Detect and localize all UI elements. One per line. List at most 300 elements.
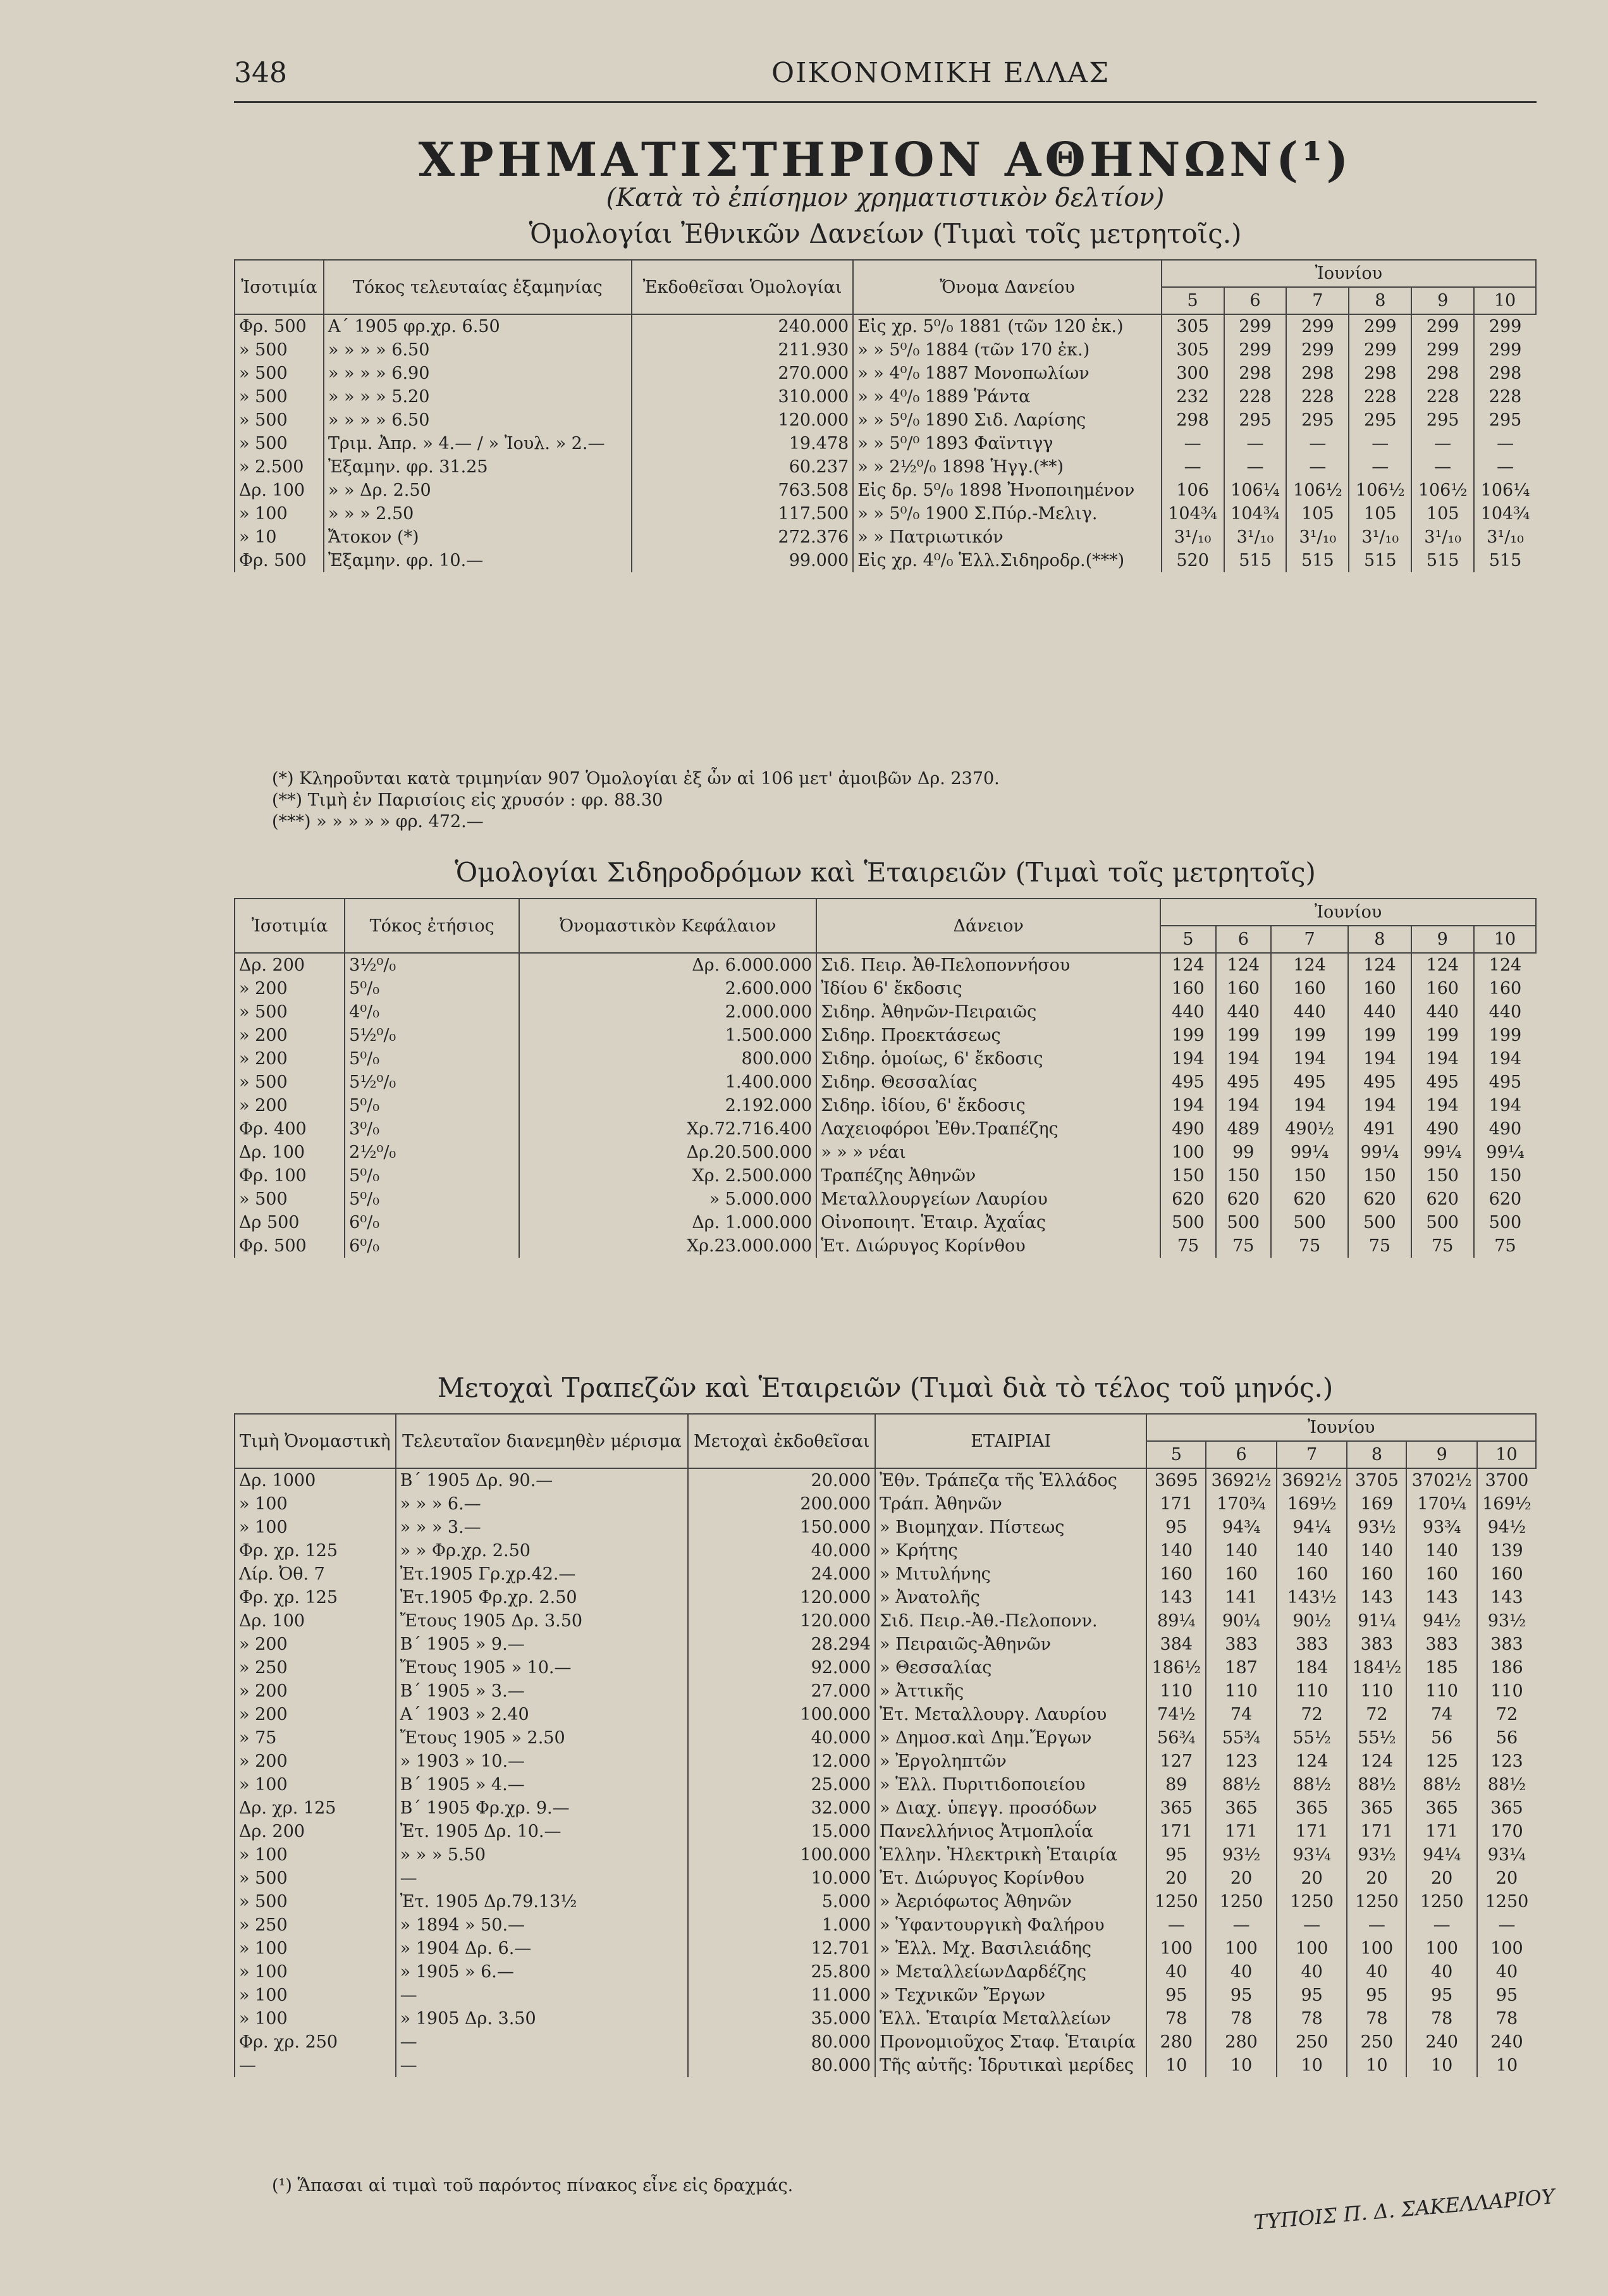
s3-cell: 56 [1477,1726,1536,1750]
s3-cell: » 100 [235,2007,396,2030]
s2-cell: Σιδηρ. ὁμοίως, 6' ἔκδοσις [816,1047,1160,1071]
s2-cell: 495 [1160,1071,1215,1094]
s3-cell: 95 [1146,1843,1206,1867]
s2-cell: 500 [1160,1211,1215,1234]
s3-cell: » 1903 » 10.— [396,1750,689,1773]
s3-cell: » Βιομηχαν. Πίστεως [875,1516,1146,1539]
s3-cell: Δρ. 1000 [235,1468,396,1492]
s2-cell: 75 [1411,1234,1474,1258]
s1-notes [272,768,1000,833]
s3-cell: Α΄ 1903 » 2.40 [396,1703,689,1726]
s3-cell: » 100 [235,1984,396,2007]
s2-cell: 150 [1411,1164,1474,1188]
s2-cell: 194 [1271,1094,1348,1117]
s3-cell: 95 [1347,1984,1406,2007]
s3-cell: » 100 [235,1492,396,1516]
s2-row [235,1234,1536,1258]
s2-cell: 194 [1474,1094,1536,1117]
s2-cell: 495 [1271,1071,1348,1094]
s2-cell: 99¼ [1348,1141,1411,1164]
s3-cell: » 100 [235,1960,396,1984]
s1-cell: 299 [1474,338,1536,362]
s3-cell: 25.800 [688,1960,875,1984]
s1-cell: Τριμ. Ἀπρ. » 4.— / » Ἰουλ. » 2.— [324,432,632,455]
s1-cell: 299 [1224,314,1287,338]
s1-cell: 515 [1224,549,1287,572]
s3-row [235,1562,1536,1586]
s1-cell: » 500 [235,362,324,385]
s3-cell: 40 [1146,1960,1206,1984]
s3-cell: 94¼ [1406,1843,1477,1867]
s1-cell: 3¹/₁₀ [1411,525,1474,549]
s3-cell: — [396,2030,689,2054]
s3-row [235,1750,1536,1773]
s1-cell: 228 [1474,385,1536,408]
s3-cell: 5.000 [688,1890,875,1913]
s2-cell: 440 [1216,1000,1271,1024]
s2-cell: Σιδ. Πειρ. Ἀθ-Πελοποννήσου [816,953,1160,977]
s3-cell: — [396,1867,689,1890]
s2-cell: » 200 [235,1024,345,1047]
s1-cell: — [1411,455,1474,479]
s2-cell: 99¼ [1271,1141,1348,1164]
s1-cell: » » Πατριωτικόν [853,525,1161,549]
s3-cell: — [1477,1913,1536,1937]
s3-cell: 383 [1477,1633,1536,1656]
s1-cell: » » 5⁰/₀ 1900 Σ.Πύρ.-Μελιγ. [853,502,1161,525]
s3-row [235,1633,1536,1656]
s1-month-header: Ἰουνίου [1162,260,1536,287]
s3-cell: » 500 [235,1867,396,1890]
s1-cell: 60.237 [632,455,853,479]
s2-cell: 2.192.000 [519,1094,816,1117]
s3-cell: » Ἀεριόφωτος Ἀθηνῶν [875,1890,1146,1913]
s2-cell: Σιδηρ. Θεσσαλίας [816,1071,1160,1094]
s3-cell: » 250 [235,1656,396,1679]
s3-cell: 280 [1206,2030,1277,2054]
s2-row [235,1094,1536,1117]
s3-cell: 27.000 [688,1679,875,1703]
s3-cell: Δρ. χρ. 125 [235,1796,396,1820]
s3-cell: 28.294 [688,1633,875,1656]
s1-cell: 270.000 [632,362,853,385]
s3-row [235,1516,1536,1539]
s1-cell: 120.000 [632,408,853,432]
s3-row [235,1867,1536,1890]
s3-cell: 365 [1206,1796,1277,1820]
s1-col-day-8: 8 [1349,287,1411,314]
s3-cell: Φρ. χρ. 250 [235,2030,396,2054]
s2-cell: 490 [1474,1117,1536,1141]
s1-cell: 310.000 [632,385,853,408]
s3-cell: » Ὑφαντουργικὴ Φαλήρου [875,1913,1146,1937]
s1-cell: — [1162,455,1224,479]
s3-cell: Ἐτ. 1905 Δρ.79.13½ [396,1890,689,1913]
s3-cell: 383 [1206,1633,1277,1656]
s2-cell: 5⁰/₀ [345,1047,519,1071]
s1-col-parity: Ἰσοτιμία [235,260,324,314]
s3-cell: 169½ [1277,1492,1347,1516]
s2-row [235,1188,1536,1211]
s2-cell: Σιδηρ. Προεκτάσεως [816,1024,1160,1047]
s3-cell: » ΜεταλλείωνΔαρδέζης [875,1960,1146,1984]
s3-row [235,1609,1536,1633]
s1-cell: 299 [1286,338,1349,362]
s2-cell: Φρ. 500 [235,1234,345,1258]
s3-cell: 88½ [1477,1773,1536,1796]
s3-cell: » 200 [235,1750,396,1773]
s3-cell: » » Φρ.χρ. 2.50 [396,1539,689,1562]
s1-table [234,259,1537,572]
s3-cell: » » » 3.— [396,1516,689,1539]
s3-cell: 280 [1146,2030,1206,2054]
s1-cell: 299 [1224,338,1287,362]
s1-cell: » 2.500 [235,455,324,479]
s3-row [235,1539,1536,1562]
s1-cell: » » 5⁰/₀ 1884 (τῶν 170 ἐκ.) [853,338,1161,362]
s3-cell: 95 [1146,1516,1206,1539]
s3-cell: 92.000 [688,1656,875,1679]
s3-cell: 95 [1146,1984,1206,2007]
s3-cell: Β΄ 1905 » 4.— [396,1773,689,1796]
s3-cell: 365 [1347,1796,1406,1820]
s3-cell: 20 [1347,1867,1406,1890]
s3-cell: 93½ [1347,1843,1406,1867]
s3-cell: 100 [1146,1937,1206,1960]
s2-cell: 124 [1216,953,1271,977]
s2-cell: 199 [1474,1024,1536,1047]
s1-cell: 232 [1162,385,1224,408]
s3-cell: 10 [1146,2054,1206,2077]
s3-cell: » 500 [235,1890,396,1913]
s3-cell: » » » 6.— [396,1492,689,1516]
s1-col-issued: Ἐκδοθεῖσαι Ὁμολογίαι [632,260,853,314]
s3-cell: » 200 [235,1679,396,1703]
s3-cell: 140 [1347,1539,1406,1562]
s3-cell: Λίρ. Ὀθ. 7 [235,1562,396,1586]
s3-col-day-8: 8 [1347,1441,1406,1468]
s3-cell: » Ἐργοληπτῶν [875,1750,1146,1773]
s2-cell: 75 [1271,1234,1348,1258]
s2-cell: 3½⁰/₀ [345,953,519,977]
s1-cell: Φρ. 500 [235,549,324,572]
s1-cell: 763.508 [632,479,853,502]
s2-cell: 495 [1474,1071,1536,1094]
s2-cell: 194 [1160,1047,1215,1071]
s2-cell: 495 [1216,1071,1271,1094]
s3-row [235,2030,1536,2054]
s2-cell: 199 [1348,1024,1411,1047]
s2-cell: Δρ 500 [235,1211,345,1234]
s1-cell: — [1474,432,1536,455]
s1-cell: 299 [1349,338,1411,362]
s3-cell: 35.000 [688,2007,875,2030]
s2-cell: 440 [1271,1000,1348,1024]
page-number: 348 [234,57,287,89]
s3-cell: 170¼ [1406,1492,1477,1516]
s3-col-day-6: 6 [1206,1441,1277,1468]
s3-cell: 78 [1477,2007,1536,2030]
s1-cell: 299 [1411,338,1474,362]
s2-cell: 6⁰/₀ [345,1234,519,1258]
s2-cell: 160 [1474,977,1536,1000]
s3-cell: 88½ [1347,1773,1406,1796]
s2-cell: 500 [1216,1211,1271,1234]
s3-cell: 100.000 [688,1843,875,1867]
s2-cell: » 500 [235,1188,345,1211]
s1-cell: Εἰς χρ. 4⁰/₀ Ἑλλ.Σιδηροδρ.(***) [853,549,1161,572]
s3-cell: 10 [1206,2054,1277,2077]
s1-cell: » 500 [235,338,324,362]
s3-cell: 365 [1146,1796,1206,1820]
s2-cell: 194 [1411,1094,1474,1117]
s1-cell: 298 [1349,362,1411,385]
s1-col-interest: Τόκος τελευταίας ἑξαμηνίας [324,260,632,314]
s3-cell: 365 [1477,1796,1536,1820]
s2-cell: 194 [1216,1047,1271,1071]
s2-cell: 150 [1271,1164,1348,1188]
s3-cell: 90½ [1277,1609,1347,1633]
s2-cell: 150 [1160,1164,1215,1188]
s2-cell: 160 [1271,977,1348,1000]
s3-cell: 110 [1206,1679,1277,1703]
s1-row [235,385,1536,408]
s1-cell: 300 [1162,362,1224,385]
s1-cell: 295 [1286,408,1349,432]
s3-col-companies: ΕΤΑΙΡΙΑΙ [875,1414,1146,1468]
s1-cell: — [1411,432,1474,455]
s1-cell: 228 [1286,385,1349,408]
s3-cell: 160 [1347,1562,1406,1586]
s2-row [235,977,1536,1000]
s3-row [235,1890,1536,1913]
s1-row [235,432,1536,455]
s2-cell: 6⁰/₀ [345,1211,519,1234]
s2-cell: 5½⁰/₀ [345,1024,519,1047]
s2-cell: 5⁰/₀ [345,977,519,1000]
s1-col-day-6: 6 [1224,287,1287,314]
s2-cell: 150 [1216,1164,1271,1188]
s2-cell: » 5.000.000 [519,1188,816,1211]
s3-cell: 89 [1146,1773,1206,1796]
s3-cell: — [396,2054,689,2077]
s3-cell: 110 [1477,1679,1536,1703]
s3-cell: 89¼ [1146,1609,1206,1633]
s3-cell: 110 [1146,1679,1206,1703]
s1-cell: » » 4⁰/₀ 1889 Ῥάντα [853,385,1161,408]
s3-cell: 170¾ [1206,1492,1277,1516]
s2-cell: 620 [1348,1188,1411,1211]
s3-cell: 56¾ [1146,1726,1206,1750]
s3-cell: » 1905 Δρ. 3.50 [396,2007,689,2030]
s1-row [235,479,1536,502]
s3-cell: 78 [1406,2007,1477,2030]
s1-cell: — [1349,455,1411,479]
s2-row [235,1000,1536,1024]
s1-cell: — [1224,432,1287,455]
s1-cell: 106¼ [1224,479,1287,502]
s1-cell: 305 [1162,338,1224,362]
s3-row [235,1820,1536,1843]
s3-table [234,1413,1537,2077]
s3-cell: » 250 [235,1913,396,1937]
s3-cell: 90¼ [1206,1609,1277,1633]
s3-cell: 72 [1277,1703,1347,1726]
s3-cell: 171 [1146,1820,1206,1843]
s1-col-day-10: 10 [1474,287,1536,314]
s3-row [235,1960,1536,1984]
s3-cell: 3700 [1477,1468,1536,1492]
s2-cell: Σιδηρ. ἰδίου, 6' ἔκδοσις [816,1094,1160,1117]
s3-row [235,1913,1536,1937]
s2-row [235,953,1536,977]
s3-cell: 10 [1347,2054,1406,2077]
s3-cell: — [1206,1913,1277,1937]
s3-cell: 383 [1406,1633,1477,1656]
s3-cell: 10 [1277,2054,1347,2077]
s3-cell: 72 [1347,1703,1406,1726]
s3-cell: 20 [1277,1867,1347,1890]
s3-cell: Πανελλήνιος Ἀτμοπλοΐα [875,1820,1146,1843]
s2-cell: 194 [1348,1094,1411,1117]
s1-note-3: (***) » » » » » φρ. 472.— [272,812,484,832]
s3-cell: 240 [1406,2030,1477,2054]
s1-cell: Εἰς χρ. 5⁰/₀ 1881 (τῶν 120 ἐκ.) [853,314,1161,338]
s3-cell: 160 [1406,1562,1477,1586]
s3-cell: Φρ. χρ. 125 [235,1539,396,1562]
s3-cell: 100 [1206,1937,1277,1960]
s3-cell: 187 [1206,1656,1277,1679]
s2-cell: 194 [1160,1094,1215,1117]
s3-cell: Ἑλλ. Ἑταιρία Μεταλλείων [875,2007,1146,2030]
s2-col-day-7: 7 [1271,926,1348,953]
s2-cell: 194 [1216,1094,1271,1117]
s2-cell: 194 [1271,1047,1348,1071]
running-head: ΟΙΚΟΝΟΜΙΚΗ ΕΛΛΑΣ [771,57,1110,89]
s1-cell: » » 4⁰/₀ 1887 Μονοπωλίων [853,362,1161,385]
s3-cell: Προνομιοῦχος Σταφ. Ἑταιρία [875,2030,1146,2054]
s3-cell: 10 [1477,2054,1536,2077]
s2-cell: 2½⁰/₀ [345,1141,519,1164]
s3-cell: 20.000 [688,1468,875,1492]
s2-cell: 150 [1474,1164,1536,1188]
s2-cell: 124 [1411,953,1474,977]
s1-row [235,362,1536,385]
s3-cell: 123 [1477,1750,1536,1773]
s1-cell: 106½ [1411,479,1474,502]
s2-cell: 3⁰/₀ [345,1117,519,1141]
s3-cell: » Ἀνατολῆς [875,1586,1146,1609]
s1-cell: 298 [1474,362,1536,385]
s3-cell: 200.000 [688,1492,875,1516]
s3-cell: 88½ [1206,1773,1277,1796]
s3-cell: 141 [1206,1586,1277,1609]
s3-cell: 40 [1277,1960,1347,1984]
s3-cell: 78 [1146,2007,1206,2030]
s3-cell: Σιδ. Πειρ.-Ἀθ.-Πελοπονν. [875,1609,1146,1633]
s3-cell: » 75 [235,1726,396,1750]
s3-cell: » Ἀττικῆς [875,1679,1146,1703]
s1-cell: » » » » 6.90 [324,362,632,385]
s3-cell: Ἐτ.1905 Γρ.χρ.42.— [396,1562,689,1586]
s1-cell: 298 [1224,362,1287,385]
s3-col-nominal-price: Τιμὴ Ὀνομαστικὴ [235,1414,396,1468]
s2-cell: 194 [1411,1047,1474,1071]
s2-cell: Μεταλλουργείων Λαυρίου [816,1188,1160,1211]
s1-col-day-7: 7 [1286,287,1349,314]
s2-col-interest: Τόκος ἐτήσιος [345,899,519,953]
s3-cell: 110 [1406,1679,1477,1703]
s3-cell: 143 [1347,1586,1406,1609]
s1-cell: » » 2½⁰/₀ 1898 Ἡγγ.(**) [853,455,1161,479]
s2-cell: 124 [1348,953,1411,977]
s3-cell: 20 [1146,1867,1206,1890]
s2-cell: 440 [1348,1000,1411,1024]
s1-cell: 295 [1411,408,1474,432]
s3-cell: 124 [1277,1750,1347,1773]
s3-cell: 32.000 [688,1796,875,1820]
s3-cell: Ἐτ.1905 Φρ.χρ. 2.50 [396,1586,689,1609]
s3-cell: Ἑλλην. Ἠλεκτρικὴ Ἑταιρία [875,1843,1146,1867]
s3-cell: 365 [1277,1796,1347,1820]
s2-cell: Λαχειοφόροι Ἐθν.Τραπέζης [816,1117,1160,1141]
s3-cell: 3692½ [1277,1468,1347,1492]
s3-row [235,1703,1536,1726]
s3-cell: Δρ. 200 [235,1820,396,1843]
s3-cell: » 1894 » 50.— [396,1913,689,1937]
s2-cell: 160 [1160,977,1215,1000]
s3-cell: 169½ [1477,1492,1536,1516]
s3-cell: 24.000 [688,1562,875,1586]
s2-cell: 489 [1216,1117,1271,1141]
s2-cell: 99¼ [1474,1141,1536,1164]
s2-row [235,1164,1536,1188]
s1-cell: — [1474,455,1536,479]
s2-month-header: Ἰουνίου [1160,899,1536,926]
s3-cell: » Τεχνικῶν Ἔργων [875,1984,1146,2007]
s3-cell: Ἐτ. 1905 Δρ. 10.— [396,1820,689,1843]
s2-cell: 1.500.000 [519,1024,816,1047]
s3-row [235,2007,1536,2030]
s3-col-dividend: Τελευταῖον διανεμηθὲν μέρισμα [396,1414,689,1468]
s1-cell: 520 [1162,549,1224,572]
s1-cell: 3¹/₁₀ [1286,525,1349,549]
s3-cell: — [1146,1913,1206,1937]
s2-cell: » 500 [235,1071,345,1094]
s1-cell: — [1162,432,1224,455]
s1-cell: » 10 [235,525,324,549]
s2-cell: 500 [1411,1211,1474,1234]
s2-cell: 2.000.000 [519,1000,816,1024]
s3-cell: 95 [1206,1984,1277,2007]
s1-col-loan-name: Ὄνομα Δανείου [853,260,1161,314]
s3-note: (¹) Ἅπασαι αἱ τιμαὶ τοῦ παρόντος πίνακος εἶνε εἰς δραχμάς. [272,2176,794,2195]
s3-cell: » Ἑλλ. Μχ. Βασιλειάδης [875,1937,1146,1960]
s3-col-day-5: 5 [1146,1441,1206,1468]
s3-cell: 143 [1477,1586,1536,1609]
s1-cell: 228 [1411,385,1474,408]
s2-cell: 620 [1474,1188,1536,1211]
s3-month-header: Ἰουνίου [1146,1414,1536,1441]
s2-cell: Δρ.20.500.000 [519,1141,816,1164]
s3-cell: Β΄ 1905 Φρ.χρ. 9.— [396,1796,689,1820]
s3-cell: 184½ [1347,1656,1406,1679]
s3-cell: 120.000 [688,1609,875,1633]
s3-cell: 93½ [1347,1516,1406,1539]
s3-cell: 94¾ [1206,1516,1277,1539]
s1-cell: Ἐξαμην. φρ. 31.25 [324,455,632,479]
s3-cell: 95 [1277,1984,1347,2007]
